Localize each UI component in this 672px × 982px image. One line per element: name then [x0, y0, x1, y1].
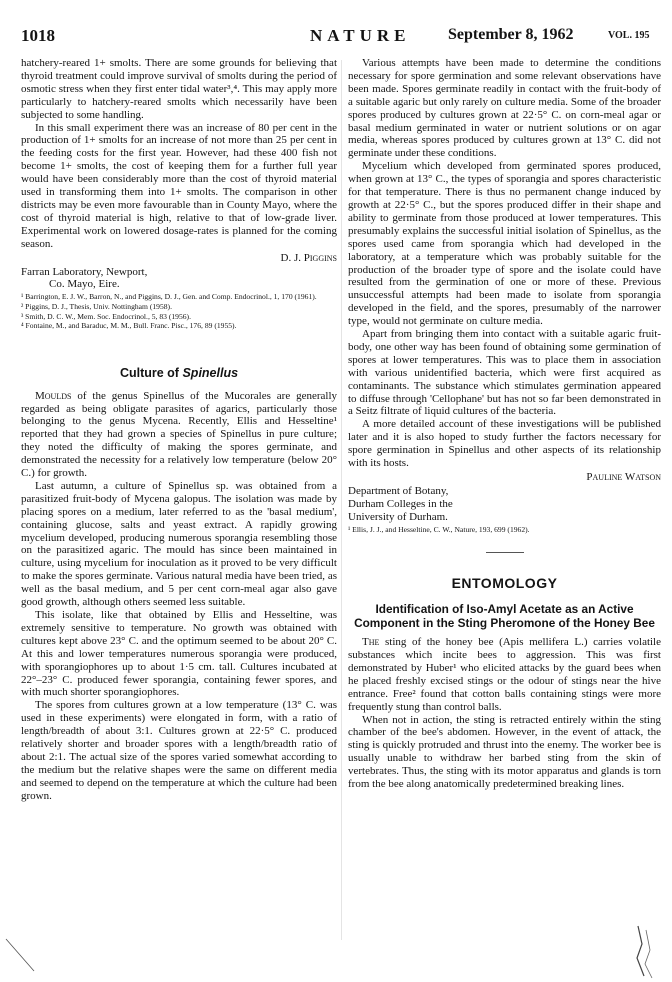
culture-paragraph-1-text: of the genus Spinellus of the Mucorales are generally regarded as being obligate parasites of agarics, particularly those belonging to the genus Mycena. Recently, Ellis and Hesseltine¹ reported that they had grown a species of Spinellus in pure culture; they noted the difficulty of making the spores germinate, and demonstrated the necessity for a relatively low temperature (below 20° C.) for growth.: [21, 389, 338, 480]
lead-word: The: [362, 636, 380, 649]
culture-paragraph-3: This isolate, like that obtained by Ellis and Hesseltine, was extremely sensitive to temperature. No growth was obtained with cultures kept above 23° C. and the optimum seemed to be about 20° C. At this and lower temperatures numerous sporangia were produced, with sporangiophores up to about 1·5 cm. tall. Cultures incubated at 22°–23° C. produced fewer sporangia, containing fewer spores, and with much shorter sporangiophores.: [21, 609, 337, 699]
author-signature: Pauline Watson: [586, 471, 661, 483]
bee-paragraph-1: [348, 636, 661, 713]
bee-paragraph-1-text: sting of the honey bee (Apis mellifera L.) carries volatile substances which incite bees to aggression. This was first demonstrated by Huber¹ who elicited attacks by the guard bees when he placed freshly excised stings or the odour of stings near the hive entrance. Free² found that cotton balls containing stings were more frequently stung than control balls.: [348, 636, 662, 713]
spore-paragraph-1: Various attempts have been made to determine the conditions necessary for spore germination and some relevant observations have been made. Spores germinate readily in contact with the fruit-body of a suitable agaric but only rarely on culture media. Some of the broader spores produced by cultures grown at 22·5° C. on corn-meal agar or basal medium germinated in water or nutrient solutions or on agar media, whereas spores produced by cultures grown at 13° C. did not germinate under these conditions.: [348, 57, 661, 160]
column-gutter: [341, 60, 342, 940]
spore-paragraph-3: Apart from bringing them into contact with a suitable agaric fruit-body, one other way has been found of obtaining some germination of spores at lower temperatures. This was to place them in association with various unidentified bacteria, which were first acquired as contaminants. The substance which stimulates germination appeared to diffuse through 'Cellophane' but has not so far been demonstrated in a Seitz filtrate of liquid cultures of the bacteria.: [348, 328, 661, 418]
author-address-line-1: Department of Botany,: [348, 484, 449, 497]
journal-name: NATURE: [310, 26, 411, 45]
spore-paragraph-4: A more detailed account of these investigations will be published later and it is also hoped to study further the factors necessary for spore germination in Spinellus and other aspects of its relationship with its hosts.: [348, 418, 661, 470]
reference-list: [348, 525, 661, 535]
culture-paragraph-1: [21, 390, 337, 480]
author-signature: D. J. Piggins: [280, 251, 337, 264]
volume-label: VOL. 195: [608, 30, 650, 41]
page-number: 1018: [21, 26, 55, 45]
page-header: [0, 26, 672, 48]
scan-artifact-graphic: [634, 924, 662, 980]
reference-item: ¹ Barrington, E. J. W., Barron, N., and Piggins, D. J., Gen. and Comp. Endocrinol., 1, 170 (1961).: [21, 292, 317, 302]
left-column: [21, 57, 337, 803]
reference-item: ⁴ Fontaine, M., and Baraduc, M. M., Bull. Franc. Pisc., 176, 89 (1955).: [21, 321, 237, 331]
author-address-line-1: Farran Laboratory, Newport,: [21, 265, 148, 278]
author-address-line-3: University of Durham.: [348, 510, 448, 523]
spore-paragraph-2: Mycelium which developed from germinated spores produced, when grown at 13° C., the types of sporangia and spores characteristic for that temperature. There is thus no permanent change induced by growth at 22·5° C., but the spores produced differ in their shape and ability to germinate from those produced at lower temperatures. This presumably explains the successful initial isolation of Spinellus, as the spores used came from sporangia which had developed in the laboratory, at a temperature which was probably suitable for the production of the broader type of spore and the isolate could have resulted from the germination of one or more of these. Previous unsuccessful attempts had been made to isolate from sporangia developed in the field, and the spores, presumably of the narrower type, would not germinate on culture media.: [348, 160, 661, 328]
article-title: Identification of Iso-Amyl Acetate as an Active Component in the Sting Pheromone of the Honey Bee: [354, 602, 655, 631]
section-title-genus: Spinellus: [182, 365, 239, 380]
section-title-text: Culture of: [119, 365, 179, 380]
category-heading: ENTOMOLOGY: [451, 575, 558, 592]
section-divider: [486, 552, 524, 553]
thyroid-paragraph-2: In this small experiment there was an increase of 80 per cent in the production of 1+ smolts for an increase of not more than 25 per cent in the feeding costs for the first year. However, had these 400 fish not become 1+ smolts, the cost of keeping them for a further full year would have been considerably more than the cost of thyroid material used in transforming them into 1+ smolts. The comparison in other districts may be even more favourable than in County Mayo, where the cost of thyroid material is high, relative to that of low-grade liver. Experimental work on lowered dosage-rates is planned for the coming season.: [21, 121, 337, 250]
reference-item: ² Piggins, D. J., Thesis, Univ. Nottingham (1958).: [21, 301, 172, 311]
reference-list: [21, 292, 337, 330]
bee-paragraph-2: When not in action, the sting is retracted entirely within the sting chamber of the bee's abdomen. However, in the event of attack, the sting is quickly protruded and thrust into the enemy. The worker bee is usually unable to withdraw her barbed sting from the skin of vertebrates. Thus, the sting with its motor apparatus and glands is torn from the bee along anatomically predetermined breaking lines.: [348, 713, 661, 791]
issue-date: September 8, 1962: [448, 26, 574, 43]
thyroid-paragraph-1: hatchery-reared 1+ smolts. There are some grounds for believing that thyroid treatment could improve survival of smolts during the period of osmotic stress when they first enter tidal water³,⁴. This may apply more particularly to hatchery-reared smolts which necessarily have been subjected to some handling.: [21, 57, 337, 121]
culture-paragraph-2: Last autumn, a culture of Spinellus sp. was obtained from a parasitized fruit-body of Mycena galopus. The isolation was made by placing spores on a medium, later referred to as the 'basal medium', containing glucose, salts and yeast extract. A rapidly growing mycelium developed, producing numerous sporangia resembling those on the parasitized agaric. The mould has since been maintained in culture, using mycelium for inoculation as it proved to be very difficult to make the spores germinate. Various natural media have been tried, as well as the basal medium, and 5 per cent corn-meal agar also gave good growth, although others seemed less suitable.: [21, 479, 337, 609]
author-address-line-2: Co. Mayo, Eire.: [49, 278, 120, 291]
scan-mark-graphic: [4, 935, 44, 975]
lead-word: Moulds: [35, 389, 72, 402]
right-column: [348, 57, 661, 791]
reference-item: ¹ Ellis, J. J., and Hesseltine, C. W., Nature, 193, 699 (1962).: [348, 524, 530, 534]
culture-paragraph-4: The spores from cultures grown at a low temperature (13° C. was used in these experiments) were elongated in form, with a ratio of length/breadth of about 3:1. Cultures grown at 22·5° C. produced relatively shorter and broader spores with a length/breadth ratio of about 2:1. The actual size of the spores varied somewhat according to the medium but the relative shapes were the same on different media and seemed to depend on the temperature at which the culture had been grown.: [21, 699, 337, 802]
author-address-line-2: Durham Colleges in the: [348, 497, 453, 510]
reference-item: ³ Smith, D. C. W., Mem. Soc. Endocrinol., 5, 83 (1956).: [21, 311, 191, 321]
section-title: [21, 367, 337, 380]
